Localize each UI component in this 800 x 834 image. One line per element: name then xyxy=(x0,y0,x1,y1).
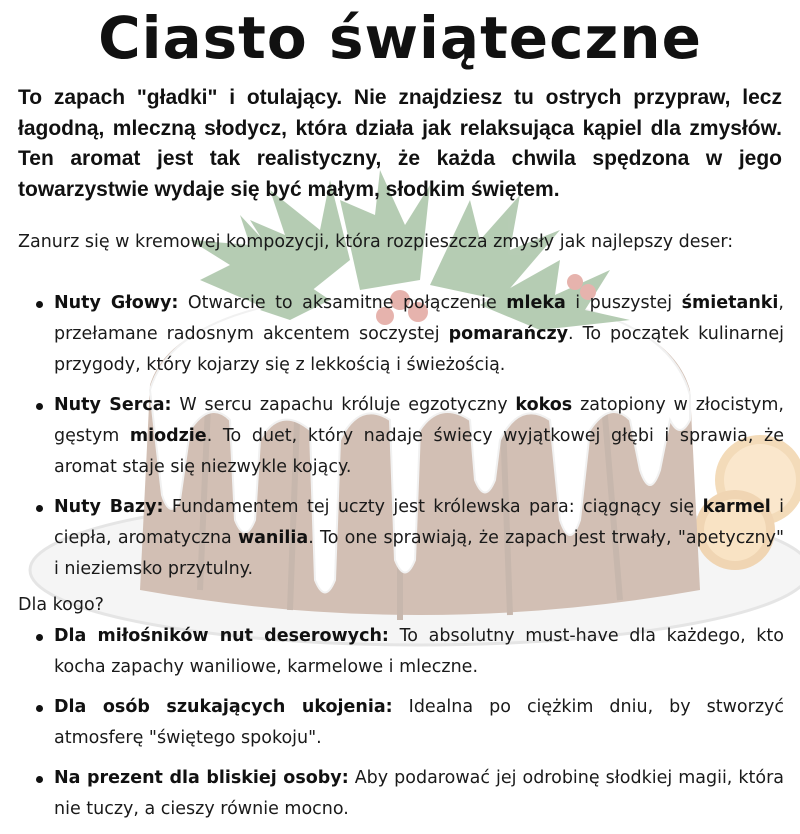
list-item-gift: Na prezent dla bliskiej osoby: Aby podarować jej odrobinę słodkiej magii, która nie tuczy, a cieszy równie mocno. xyxy=(18,763,784,825)
audience-list xyxy=(18,621,784,834)
scent-notes-list xyxy=(18,288,784,594)
page-title: Ciasto świąteczne xyxy=(98,4,702,72)
notes-label: Nuty Serca: xyxy=(54,395,172,415)
list-item-base-notes: Nuty Bazy: Fundamentem tej uczty jest królewska para: ciągnący się karmel i ciepła, aromatyczna wanilia. To one sprawiają, że zapach jest trwały, "apetyczny" i nieziemsko przytulny. xyxy=(18,492,784,585)
list-item-heart-notes: Nuty Serca: W sercu zapachu króluje egzotyczny kokos zatopiony w złocistym, gęstym miodzie. To duet, który nadaje świecy wyjątkowej głębi i sprawia, że aromat staje się niezwykle kojący. xyxy=(18,390,784,483)
list-item-soothing: Dla osób szukających ukojenia: Idealna po ciężkim dniu, by stworzyć atmosferę "świętego spokoju". xyxy=(18,692,784,754)
lead-paragraph: To zapach "gładki" i otulający. Nie znajdziesz tu ostrych przypraw, lecz łagodną, mleczną słodycz, która działa jak relaksująca kąpiel dla zmysłów. Ten aromat jest tak realistyczny, że każda chwila spędzona w jego towarzystwie wydaje się być małym, słodkim świętem. xyxy=(18,86,782,201)
list-item-dessert-lovers: Dla miłośników nut deserowych: To absolutny must-have dla każdego, kto kocha zapachy waniliowe, karmelowe i mleczne. xyxy=(18,621,784,683)
notes-label: Nuty Głowy: xyxy=(54,293,179,313)
notes-label: Nuty Bazy: xyxy=(54,497,164,517)
for-whom-heading: Dla kogo? xyxy=(18,595,104,615)
intro-paragraph: Zanurz się w kremowej kompozycji, która rozpieszcza zmysły jak najlepszy deser: xyxy=(18,232,734,252)
list-item-top-notes: Nuty Głowy: Otwarcie to aksamitne połączenie mleka i puszystej śmietanki, przełamane radosnym akcentem soczystej pomarańczy. To początek kulinarnej przygody, który kojarzy się z lekkością i świeżością. xyxy=(18,288,784,381)
